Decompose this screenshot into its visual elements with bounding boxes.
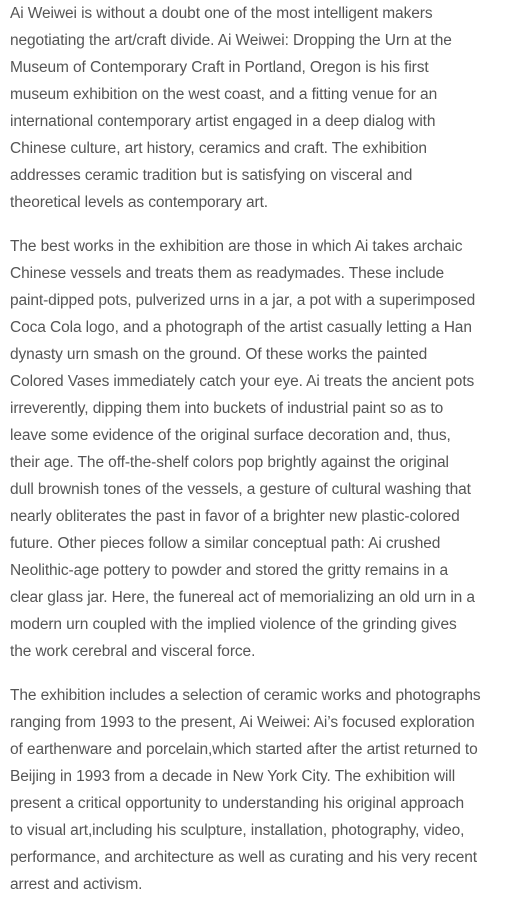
- paragraph-intro: Ai Weiwei is without a doubt one of the most intelligent makers negotiating the art/craft divide. Ai Weiwei: Dropping the Urn at the Museum of Contemporary Craft in Portland, Oregon is his first museum exhibition on the west coast, and a fitting venue for an international contemporary artist engaged in a deep dialog with Chinese culture, art history, ceramics and craft. The exhibition addresses ceramic tradition but is satisfying on visceral and theoretical levels as contemporary art.: [10, 5, 452, 211]
- paragraph-exhibition-scope: The exhibition includes a selection of ceramic works and photographs ranging from 1993 to the present, Ai Weiwei: Ai’s focused exploration of earthenware and porcelain,which started after the artist returned to Beijing in 1993 from a decade in New York City. The exhibition will present a critical opportunity to understanding his original approach to visual art,including his sculpture, installation, photography, video, performance, and architecture as well as curating and his very recent arrest and activism.: [10, 687, 481, 893]
- article-body: [10, 0, 519, 915]
- paragraph-best-works: The best works in the exhibition are those in which Ai takes archaic Chinese vessels and treats them as readymades. These include paint-dipped pots, pulverized urns in a jar, a pot with a superimposed Coca Cola logo, and a photograph of the artist casually letting a Han dynasty urn smash on the ground. Of these works the painted Colored Vases immediately catch your eye. Ai treats the ancient pots irreverently, dipping them into buckets of industrial paint so as to leave some evidence of the original surface decoration and, thus, their age. The off-the-shelf colors pop brightly against the original dull brownish tones of the vessels, a gesture of cultural washing that nearly obliterates the past in favor of a brighter new plastic-colored future. Other pieces follow a similar conceptual path: Ai crushed Neolithic-age pottery to powder and stored the gritty remains in a clear glass jar. Here, the funereal act of memorializing an old urn in a modern urn coupled with the implied violence of the grinding gives the work cerebral and visceral force.: [10, 238, 476, 660]
